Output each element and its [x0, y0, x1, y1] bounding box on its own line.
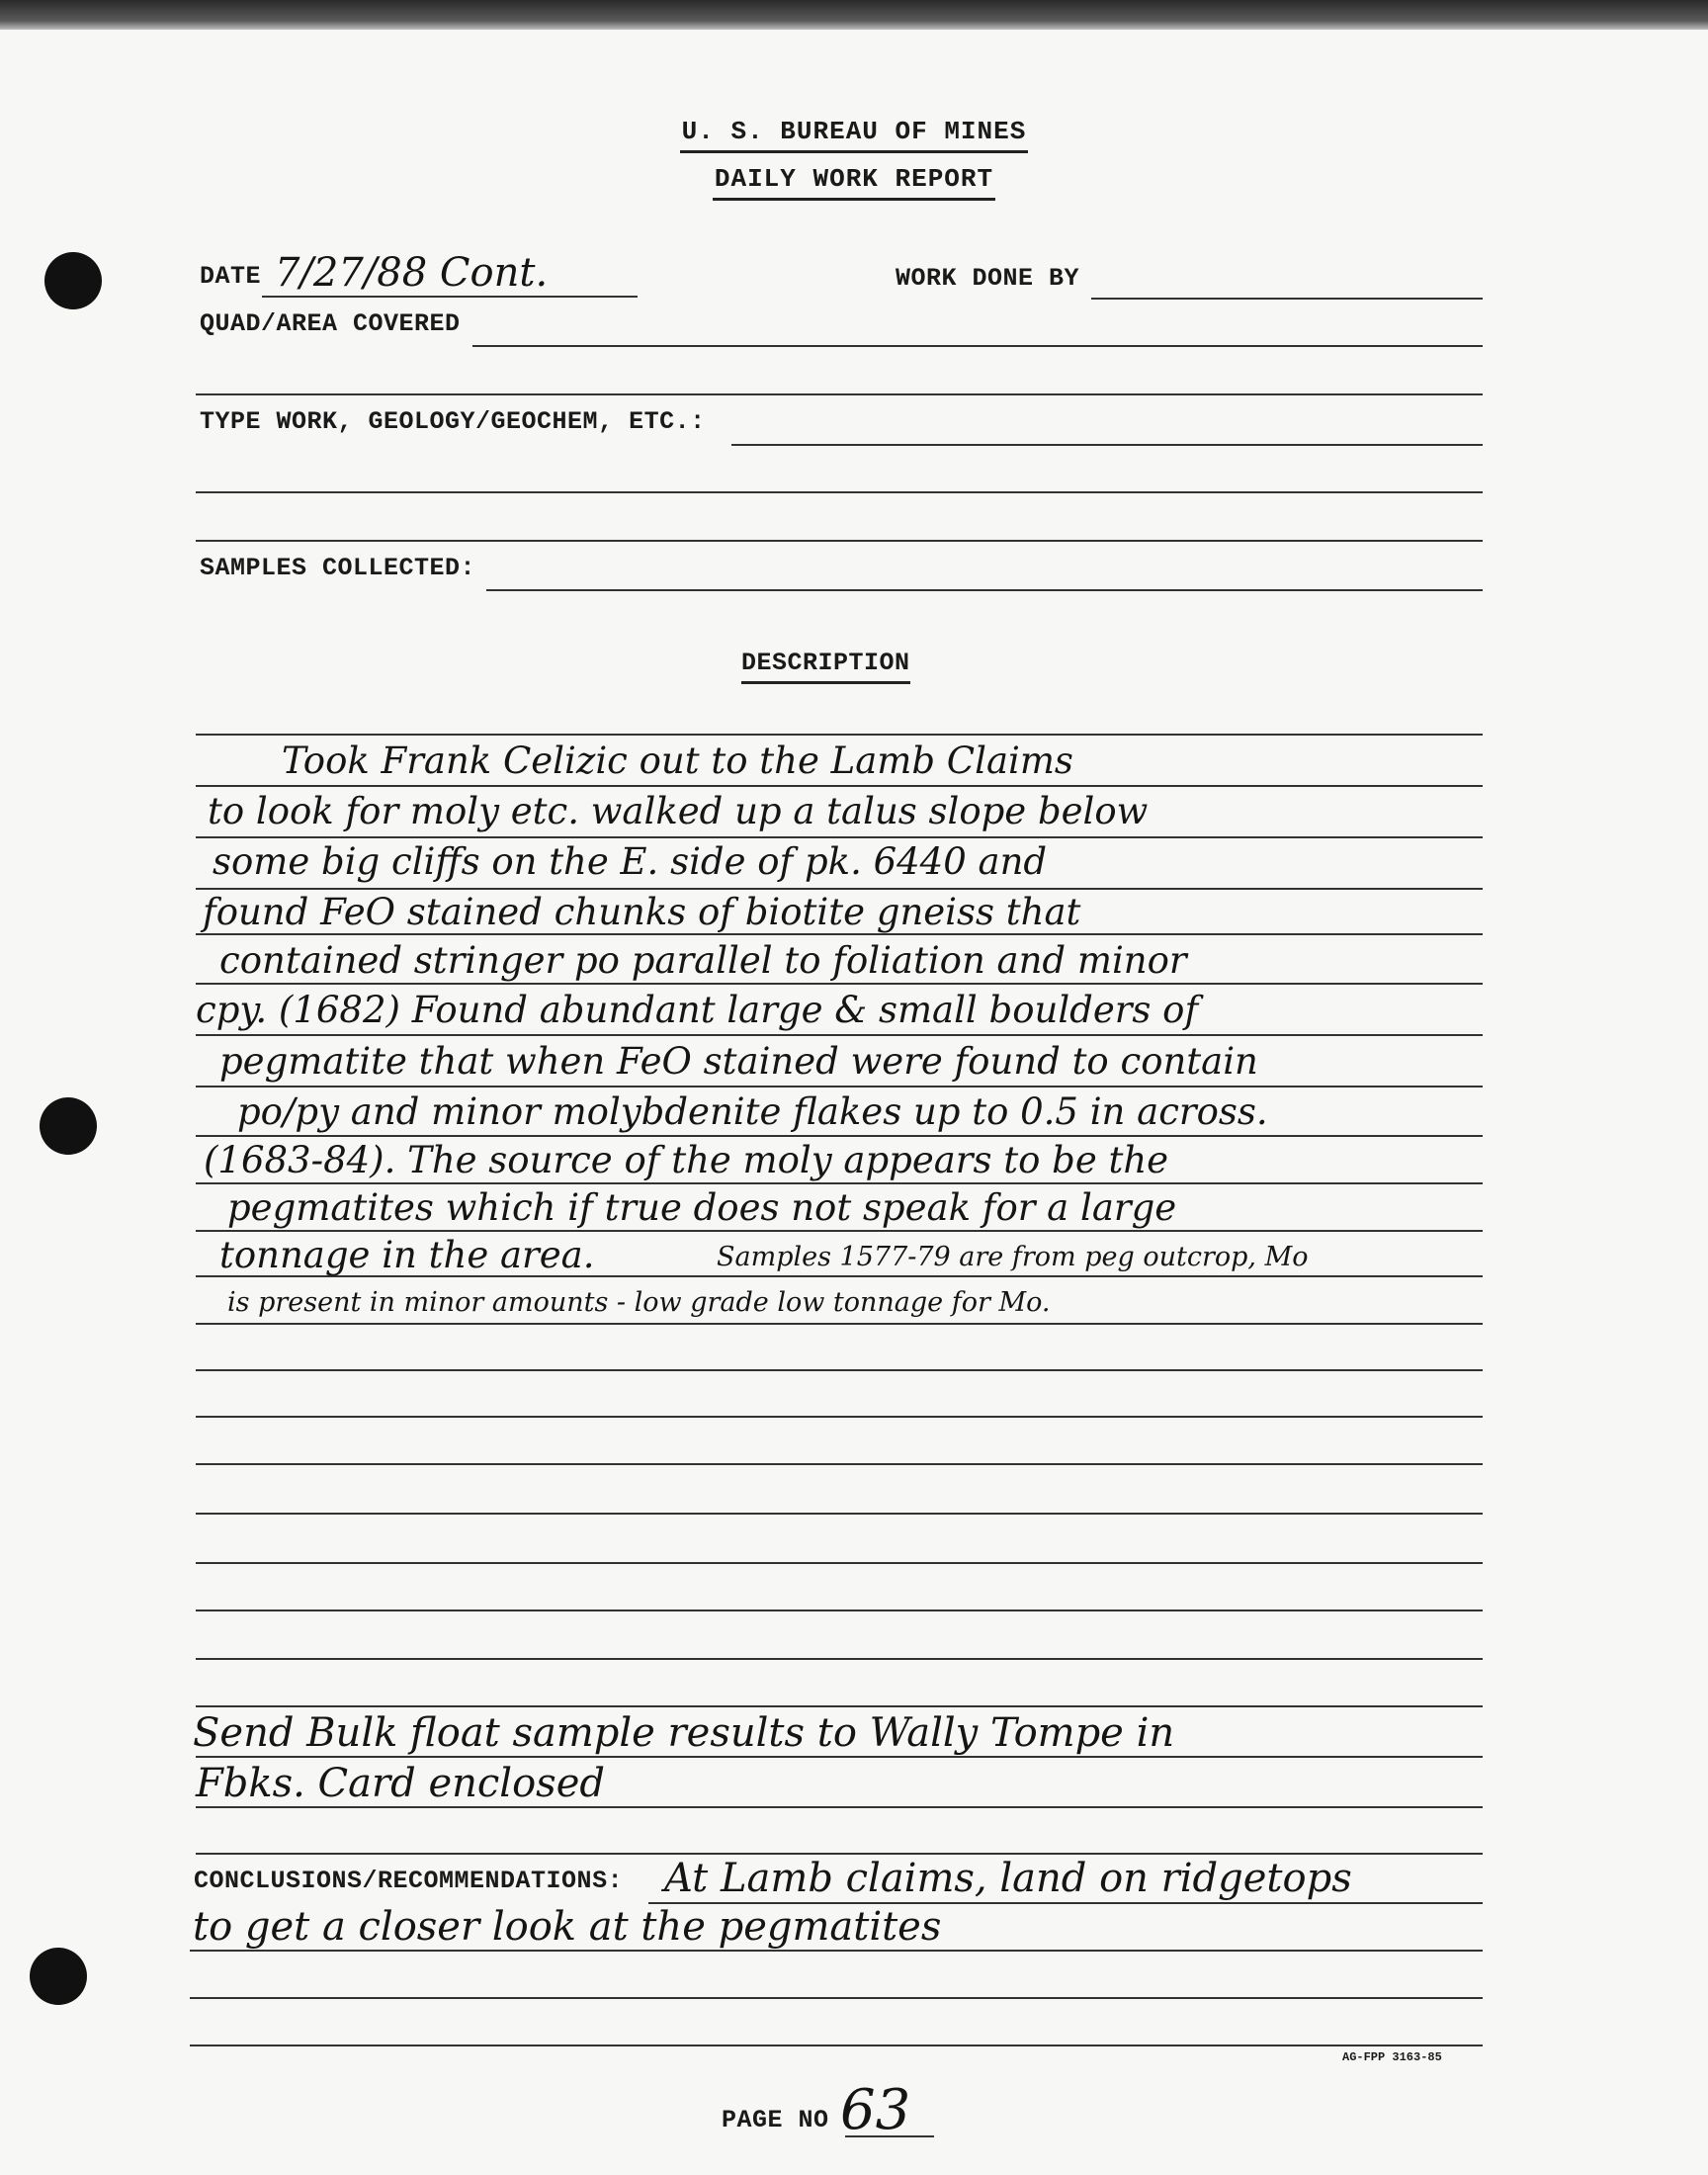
- description-rule: [196, 1658, 1483, 1660]
- description-rule: [196, 1034, 1483, 1036]
- page-number-value: 63: [840, 2078, 911, 2142]
- description-rule: [196, 1182, 1483, 1184]
- type-work-rule-3: [196, 540, 1483, 542]
- conclusions-line: At Lamb claims, land on ridgetops: [664, 1856, 1352, 1901]
- conclusions-line: to get a closer look at the pegmatites: [193, 1904, 942, 1950]
- quad-area-rule-2: [196, 393, 1483, 395]
- description-line: Took Frank Celizic out to the Lamb Claims: [282, 740, 1073, 782]
- binder-hole-top: [44, 252, 102, 309]
- description-rule: [196, 1135, 1483, 1137]
- description-line: (1683-84). The source of the moly appears to be the: [204, 1139, 1169, 1181]
- date-value: 7/27/88 Cont.: [275, 250, 549, 296]
- description-rule: [196, 1369, 1483, 1371]
- form-code: AG-FPP 3163-85: [1342, 2050, 1442, 2064]
- description-rule: [196, 1513, 1483, 1515]
- conclusions-rule-2: [190, 1950, 1483, 1952]
- page-number-label: PAGE NO: [722, 2106, 829, 2134]
- description-rule: [196, 933, 1483, 935]
- description-rule: [196, 1806, 1483, 1808]
- description-rule: [196, 1463, 1483, 1465]
- description-line: to look for moly etc. walked up a talus slope below: [208, 790, 1149, 832]
- description-footer-line: Send Bulk float sample results to Wally Tompe in: [193, 1710, 1175, 1756]
- description-rule: [196, 1756, 1483, 1758]
- description-line: some big cliffs on the E. side of pk. 6440 and: [213, 840, 1048, 883]
- description-line: tonnage in the area.: [219, 1234, 595, 1276]
- description-rule: [196, 836, 1483, 838]
- description-line: cpy. (1682) Found abundant large & small boulders of: [196, 989, 1199, 1031]
- description-line: found FeO stained chunks of biotite gneiss that: [203, 891, 1081, 933]
- binder-hole-middle: [40, 1097, 97, 1155]
- date-rule: [262, 296, 638, 298]
- type-work-rule-2: [196, 491, 1483, 493]
- description-rule: [196, 1323, 1483, 1325]
- description-line: contained stringer po parallel to foliation and minor: [219, 939, 1187, 982]
- description-line: po/py and minor molybdenite flakes up to 0.5 in across.: [237, 1090, 1268, 1133]
- description-footer-line: Fbks. Card enclosed: [196, 1761, 605, 1806]
- description-rule: [196, 1086, 1483, 1088]
- description-rule: [196, 1416, 1483, 1418]
- org-heading: U. S. BUREAU OF MINES: [0, 117, 1708, 146]
- description-note: is present in minor amounts - low grade low tonnage for Mo.: [227, 1287, 1051, 1318]
- description-rule: [196, 983, 1483, 985]
- work-done-by-label: WORK DONE BY: [896, 264, 1080, 293]
- date-label: DATE: [200, 262, 262, 291]
- description-rule: [196, 785, 1483, 787]
- type-work-rule: [731, 444, 1483, 446]
- conclusions-label: CONCLUSIONS/RECOMMENDATIONS:: [194, 1867, 624, 1895]
- samples-collected-label: SAMPLES COLLECTED:: [200, 554, 476, 582]
- type-work-label: TYPE WORK, GEOLOGY/GEOCHEM, ETC.:: [200, 407, 706, 436]
- scan-top-edge: [0, 0, 1708, 30]
- description-line: pegmatite that when FeO stained were found to contain: [219, 1040, 1258, 1083]
- description-rule: [196, 734, 1483, 736]
- conclusions-rule-4: [190, 2044, 1483, 2046]
- quad-area-rule: [472, 345, 1483, 347]
- description-rule: [196, 1610, 1483, 1611]
- description-rule: [196, 888, 1483, 890]
- report-title: DAILY WORK REPORT: [0, 164, 1708, 194]
- conclusions-rule-3: [190, 1997, 1483, 1999]
- quad-area-label: QUAD/AREA COVERED: [200, 309, 461, 338]
- description-rule: [196, 1853, 1483, 1855]
- description-heading: DESCRIPTION: [741, 649, 910, 677]
- description-rule: [196, 1230, 1483, 1232]
- description-rule: [196, 1562, 1483, 1564]
- description-rule: [196, 1705, 1483, 1707]
- binder-hole-bottom: [30, 1948, 87, 2005]
- work-done-by-rule: [1091, 298, 1483, 300]
- samples-rule: [486, 589, 1483, 591]
- description-note: Samples 1577-79 are from peg outcrop, Mo: [717, 1242, 1309, 1272]
- description-line: pegmatites which if true does not speak for a large: [227, 1186, 1177, 1229]
